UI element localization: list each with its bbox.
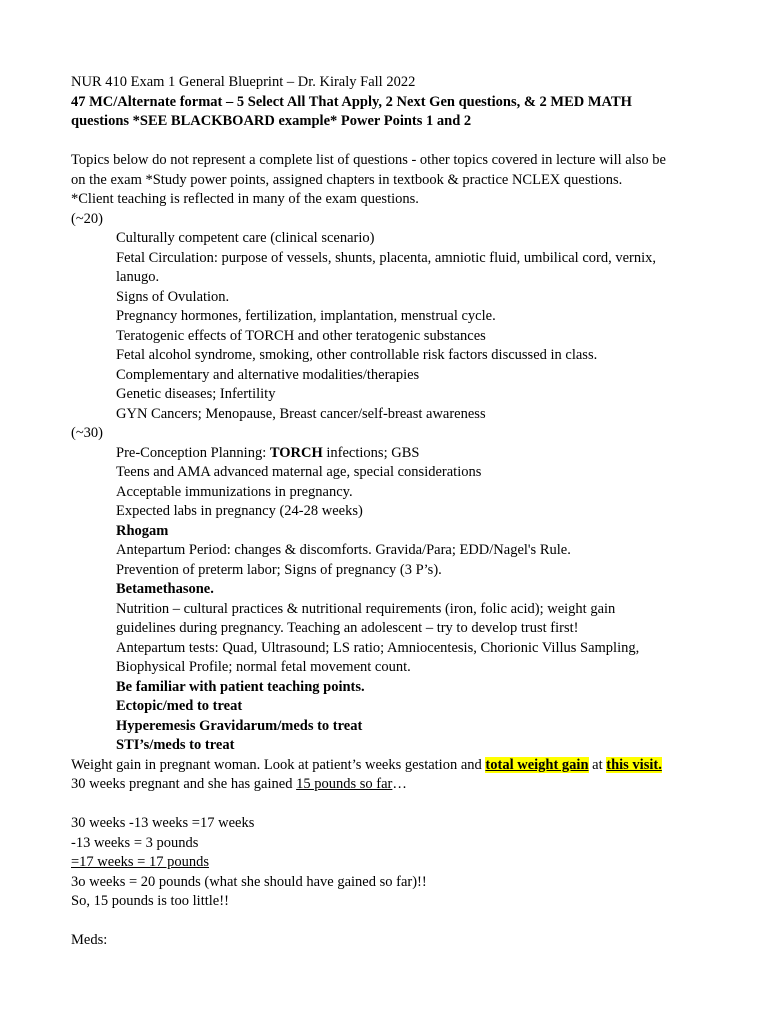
exam-format-line-2: questions *SEE BLACKBOARD example* Power Points 1 and 2 (71, 113, 472, 129)
document-page (71, 73, 711, 951)
topic-item-rhogam: Rhogam (116, 522, 169, 539)
intro-line-2: on the exam *Study power points, assigned chapters in textbook & practice NCLEX questions. (71, 171, 623, 188)
meds-label: Meds: (71, 932, 108, 948)
highlight-total-weight-gain: total weight gain (485, 756, 589, 773)
calc-line: So, 15 pounds is too little!! (71, 893, 229, 909)
topic-item: Genetic diseases; Infertility (116, 386, 276, 402)
topic-item: Acceptable immunizations in pregnancy. (116, 483, 353, 500)
topic-item: Pregnancy hormones, fertilization, implantation, menstrual cycle. (116, 308, 496, 324)
weight-gain-text: Weight gain in pregnant woman. Look at patient’s weeks gestation and (71, 756, 486, 773)
calc-line: 3o weeks = 20 pounds (what she should have gained so far)!! (71, 873, 427, 890)
spacer (71, 795, 711, 815)
bold-topic-item: Hyperemesis Gravidarum/meds to treat (116, 717, 363, 734)
bold-topic-item: STI’s/meds to treat (116, 737, 235, 753)
calc-line: -13 weeks = 3 pounds (71, 834, 199, 851)
highlight-this-visit: this visit. (606, 756, 662, 773)
topic-item: Teens and AMA advanced maternal age, special considerations (116, 464, 482, 480)
topic-item: Prevention of preterm labor; Signs of pregnancy (3 P’s). (116, 561, 442, 578)
topic-item: Teratogenic effects of TORCH and other teratogenic substances (116, 327, 486, 344)
topic-item: GYN Cancers; Menopause, Breast cancer/self-breast awareness (116, 405, 486, 422)
weight-gain-line-2 (71, 775, 711, 795)
document-title: NUR 410 Exam 1 General Blueprint – Dr. Kiraly Fall 2022 (71, 74, 416, 90)
topic-item: Signs of Ovulation. (116, 288, 230, 305)
exam-format-line-1: 47 MC/Alternate format – 5 Select All That Apply, 2 Next Gen questions, & 2 MED MATH (71, 93, 632, 110)
section-2-count: (~30) (71, 425, 104, 441)
topic-item-betamethasone: Betamethasone. (116, 581, 214, 597)
weight-gain-example: 30 weeks pregnant and she has gained (71, 776, 297, 792)
weight-gain-line-1 (71, 756, 711, 776)
spacer (71, 912, 711, 932)
torch-bold-text: TORCH (269, 444, 323, 461)
ellipsis: … (392, 776, 407, 792)
bold-topic-item: Ectopic/med to treat (116, 698, 243, 714)
calc-line-underlined: =17 weeks = 17 pounds (71, 854, 209, 870)
underlined-pounds: 15 pounds so far (296, 776, 393, 792)
preconception-suffix: infections; GBS (322, 444, 420, 461)
topic-item: Antepartum tests: Quad, Ultrasound; LS ratio; Amniocentesis, Chorionic Villus Sampling, (116, 639, 640, 656)
topic-item: Nutrition – cultural practices & nutritional requirements (iron, folic acid); weight gain (116, 600, 616, 617)
topic-item: Fetal Circulation: purpose of vessels, shunts, placenta, amniotic fluid, umbilical cord, vernix, (116, 249, 657, 266)
spacer (71, 132, 711, 152)
weight-gain-connector: at (588, 756, 607, 773)
intro-line-3: *Client teaching is reflected in many of the exam questions. (71, 191, 419, 207)
calc-line: 30 weeks -13 weeks =17 weeks (71, 815, 255, 831)
topic-item: Antepartum Period: changes & discomforts. Gravida/Para; EDD/Nagel's Rule. (116, 542, 571, 558)
topic-item-preconception (71, 444, 711, 464)
bold-topic-item: Be familiar with patient teaching points. (116, 678, 365, 695)
topic-item: Culturally competent care (clinical scenario) (116, 230, 375, 246)
preconception-text: Pre-Conception Planning: (116, 444, 270, 461)
topic-item: lanugo. (116, 269, 160, 285)
section-1-count: (~20) (71, 210, 104, 227)
intro-line-1: Topics below do not represent a complete list of questions - other topics covered in lecture will also be (71, 152, 666, 168)
topic-item: Expected labs in pregnancy (24-28 weeks) (116, 503, 363, 519)
topic-item: Complementary and alternative modalities/therapies (116, 366, 420, 383)
topic-item: Fetal alcohol syndrome, smoking, other controllable risk factors discussed in class. (116, 347, 598, 363)
topic-item: Biophysical Profile; normal fetal movement count. (116, 659, 411, 675)
topic-item: guidelines during pregnancy. Teaching an adolescent – try to develop trust first! (116, 620, 579, 636)
